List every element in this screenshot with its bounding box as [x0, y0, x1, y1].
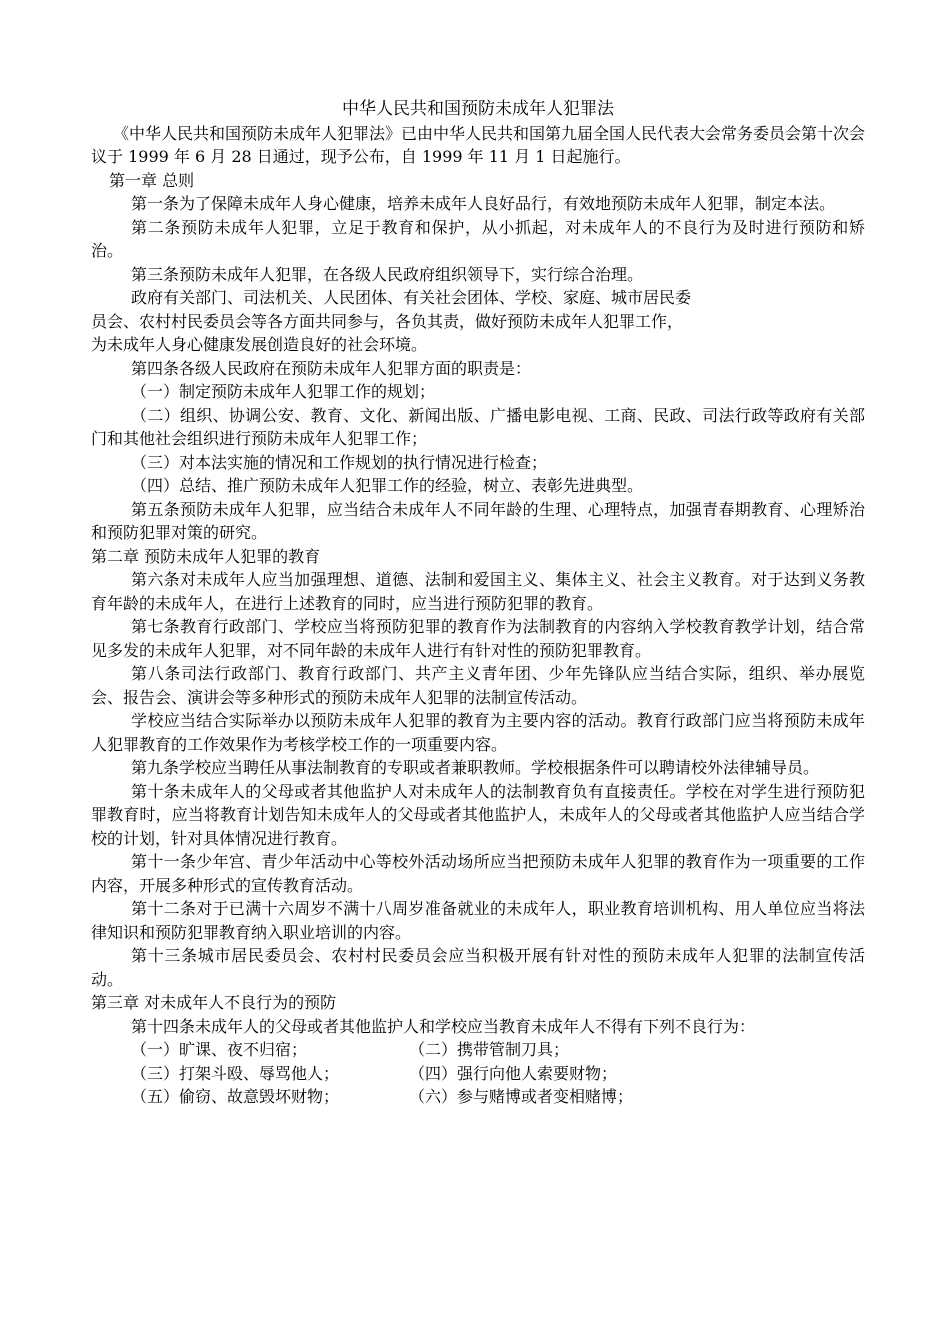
- article-1: 第一条为了保障未成年人身心健康，培养未成年人良好品行，有效地预防未成年人犯罪，制定本法。: [131, 194, 836, 213]
- article-3: 第三条预防未成年人犯罪，在各级人民政府组织领导下，实行综合治理。: [131, 264, 644, 284]
- article-14-item-4: （四）强行向他人索要财物；: [409, 1063, 618, 1083]
- article-4-item-3: （三）对本法实施的情况和工作规划的执行情况进行检查；: [131, 452, 548, 472]
- article-11: 第十一条少年宫、青少年活动中心等校外活动场所应当把预防未成年人犯罪的教育作为一项重要的工作内容，开展多种形式的宣传教育活动。: [91, 852, 865, 895]
- article-6: 第六条对未成年人应当加强理想、道德、法制和爱国主义、集体主义、社会主义教育。对于达到义务教育年龄的未成年人，在进行上述教育的同时，应当进行预防犯罪的教育。: [91, 570, 865, 613]
- article-8-paragraph-2: 学校应当结合实际举办以预防未成年人犯罪的教育为主要内容的活动。教育行政部门应当将预防未成年人犯罪教育的工作效果作为考核学校工作的一项重要内容。: [91, 711, 865, 754]
- article-4-item-4: （四）总结、推广预防未成年人犯罪工作的经验，树立、表彰先进典型。: [131, 476, 644, 495]
- article-14-items-row-1: [91, 1038, 865, 1062]
- article-14-items-row-2: [91, 1062, 865, 1086]
- chapter-3-heading: 第三章 对未成年人不良行为的预防: [91, 993, 337, 1012]
- article-4-item-1: （一）制定预防未成年人犯罪工作的规划；: [131, 382, 436, 401]
- article-3-paragraph-2-line-2: 员会、农村村民委员会等各方面共同参与，各负其责，做好预防未成年人犯罪工作，: [91, 311, 684, 331]
- article-3-paragraph-2-line-1: 政府有关部门、司法机关、人民团体、有关社会团体、学校、家庭、城市居民委: [131, 288, 692, 307]
- article-3-paragraph-2-line-3: 为未成年人身心健康发展创造良好的社会环境。: [91, 335, 428, 354]
- article-12: 第十二条对于已满十六周岁不满十八周岁准备就业的未成年人，职业教育培训机构、用人单位应当将法律知识和预防犯罪教育纳入职业培训的内容。: [91, 899, 865, 942]
- intro-paragraph: 《中华人民共和国预防未成年人犯罪法》已由中华人民共和国第九届全国人民代表大会常务委员会第十次会议于 1999 年 6 月 28 日通过，现予公布，自 1999 年 11 月 1 日起施行。: [91, 123, 866, 166]
- article-2: 第二条预防未成年人犯罪，立足于教育和保护，从小抓起，对未成年人的不良行为及时进行预防和矫治。: [91, 217, 865, 260]
- article-14-item-3: （三）打架斗殴、辱骂他人；: [131, 1063, 340, 1083]
- article-7: 第七条教育行政部门、学校应当将预防犯罪的教育作为法制教育的内容纳入学校教育教学计划，结合常见多发的未成年人犯罪，对不同年龄的未成年人进行有针对性的预防犯罪教育。: [91, 617, 865, 660]
- article-9: 第九条学校应当聘任从事法制教育的专职或者兼职教师。学校根据条件可以聘请校外法律辅导员。: [131, 758, 820, 777]
- document-title: 中华人民共和国预防未成年人犯罪法: [342, 99, 614, 119]
- chapter-1-heading: 第一章 总则: [109, 170, 195, 190]
- article-14-item-1: （一）旷课、夜不归宿；: [131, 1040, 308, 1059]
- article-14: 第十四条未成年人的父母或者其他监护人和学校应当教育未成年人不得有下列不良行为：: [131, 1016, 756, 1036]
- article-10: 第十条未成年人的父母或者其他监护人对未成年人的法制教育负有直接责任。学校在对学生进行预防犯罪教育时，应当将教育计划告知未成年人的父母或者其他监护人，未成年人的父母或者其他监护人应当结合学校的计划，针对具体情况进行教育。: [91, 781, 865, 848]
- article-5: 第五条预防未成年人犯罪，应当结合未成年人不同年龄的生理、心理特点，加强青春期教育、心理矫治和预防犯罪对策的研究。: [91, 499, 865, 542]
- document-page: [91, 98, 865, 1109]
- article-4: 第四条各级人民政府在预防未成年人犯罪方面的职责是：: [131, 358, 532, 378]
- chapter-2-heading: 第二章 预防未成年人犯罪的教育: [91, 546, 321, 566]
- article-4-item-2: （二）组织、协调公安、教育、文化、新闻出版、广播电影电视、工商、民政、司法行政等政府有关部门和其他社会组织进行预防未成年人犯罪工作；: [91, 405, 865, 448]
- article-14-item-6: （六）参与赌博或者变相赌博；: [409, 1087, 634, 1106]
- article-13: 第十三条城市居民委员会、农村村民委员会应当积极开展有针对性的预防未成年人犯罪的法制宣传活动。: [91, 946, 865, 989]
- article-14-item-5: （五）偷窃、故意毁坏财物；: [131, 1087, 340, 1106]
- article-14-items-row-3: [91, 1085, 865, 1109]
- article-8: 第八条司法行政部门、教育行政部门、共产主义青年团、少年先锋队应当结合实际，组织、举办展览会、报告会、演讲会等多种形式的预防未成年人犯罪的法制宣传活动。: [91, 664, 865, 707]
- article-14-item-2: （二）携带管制刀具；: [409, 1040, 570, 1059]
